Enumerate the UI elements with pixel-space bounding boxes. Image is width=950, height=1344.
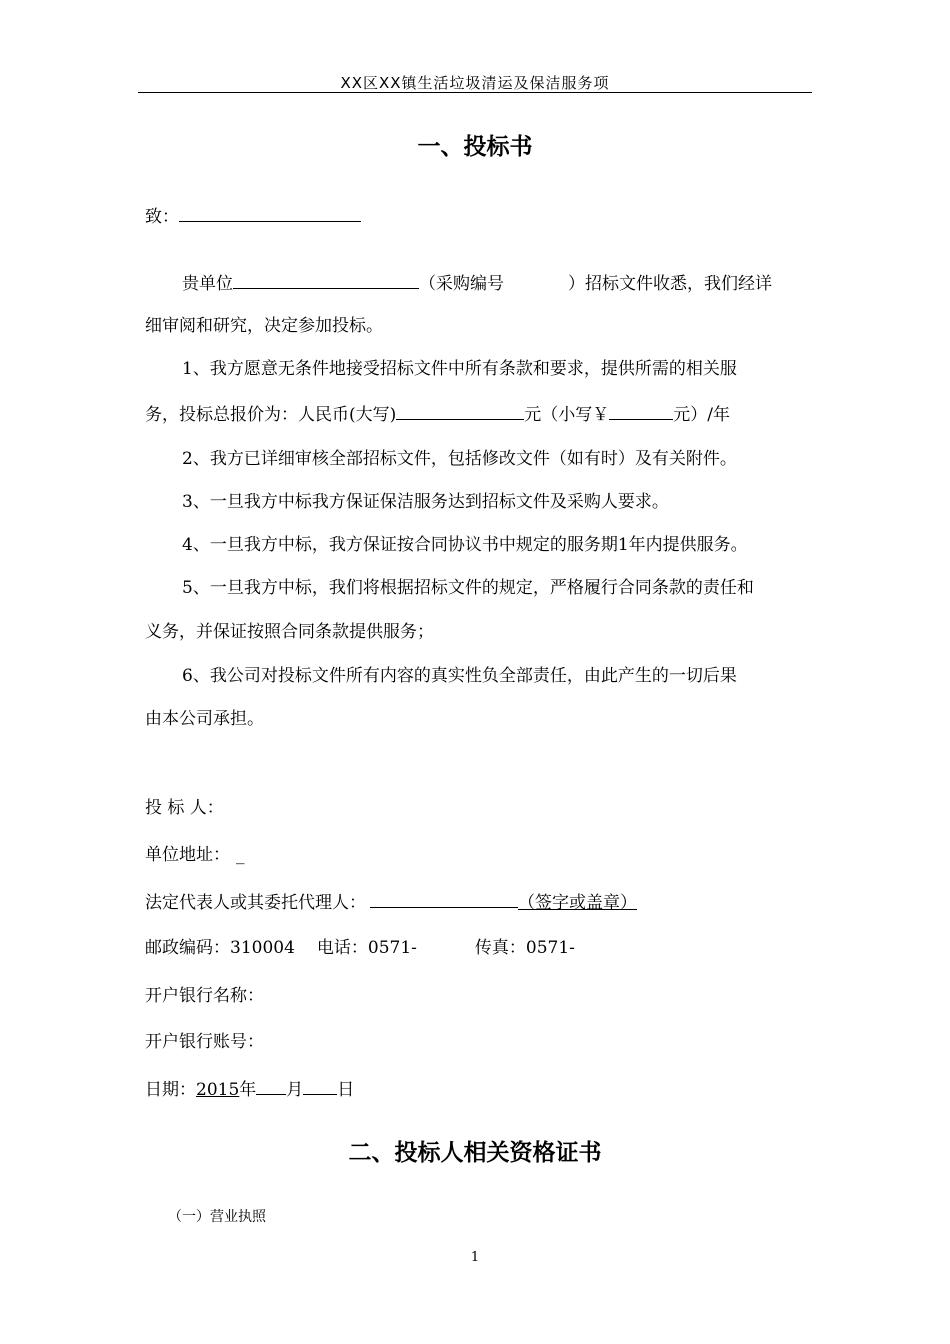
item3-line: 3、一旦我方中标我方保证保洁服务达到招标文件及采购人要求。 — [182, 492, 669, 512]
item1-c: 元（小写￥ — [524, 405, 610, 425]
address-line — [145, 843, 245, 867]
item1-line-2 — [145, 401, 730, 427]
date-year: 2015 — [196, 1080, 240, 1100]
postcode-label: 邮政编码： — [145, 938, 230, 958]
date-day-unit: 日 — [337, 1080, 355, 1100]
section1-title: 一、投标书 — [417, 134, 533, 160]
to-blank — [179, 203, 361, 222]
address-label: 单位地址： — [145, 845, 230, 865]
price-figures-blank — [609, 401, 673, 420]
to-line — [145, 203, 361, 229]
running-header: XX区XX镇生活垃圾清运及保洁服务项 — [340, 74, 610, 92]
signature-note: （签字或盖章） — [518, 893, 637, 913]
item2-line: 2、我方已详细审核全部招标文件，包括修改文件（如有时）及有关附件。 — [182, 449, 737, 469]
bank-account-line: 开户银行账号： — [145, 1032, 264, 1052]
page-number: 1 — [470, 1250, 480, 1265]
intro-c: ）招标文件收悉，我们经详 — [568, 274, 772, 294]
section2-title: 二、投标人相关资格证书 — [348, 1140, 602, 1166]
item6-line-2: 由本公司承担。 — [145, 709, 264, 729]
item4-line: 4、一旦我方中标，我方保证按合同协议书中规定的服务期1年内提供服务。 — [182, 535, 748, 555]
item1-d: 元）/年 — [673, 405, 730, 425]
unit-blank — [233, 270, 419, 289]
item5-line-1: 5、一旦我方中标，我们将根据招标文件的规定，严格履行合同条款的责任和 — [182, 578, 754, 598]
day-blank — [303, 1076, 337, 1095]
intro-b: （采购编号 — [419, 274, 504, 294]
bank-name-line: 开户银行名称： — [145, 986, 264, 1006]
intro-line-2: 细审阅和研究，决定参加投标。 — [145, 316, 383, 336]
month-blank — [256, 1076, 286, 1095]
item1-line-1: 1、我方愿意无条件地接受招标文件中所有条款和要求，提供所需的相关服 — [182, 359, 737, 379]
phone-value: 0571- — [367, 938, 417, 958]
intro-line-1 — [182, 270, 772, 296]
to-label: 致： — [145, 207, 179, 227]
representative-label: 法定代表人或其委托代理人： — [145, 893, 366, 913]
date-label: 日期： — [145, 1080, 196, 1100]
signature-blank — [370, 889, 518, 908]
representative-line — [145, 889, 637, 915]
phone-label: 电话： — [316, 938, 368, 958]
fax-value: 0571- — [525, 938, 575, 958]
contact-line — [145, 936, 575, 960]
date-line — [145, 1076, 354, 1102]
date-year-unit: 年 — [239, 1080, 257, 1100]
intro-a: 贵单位 — [182, 274, 233, 294]
section2-sub1: （一）营业执照 — [168, 1209, 266, 1225]
bidder-line: 投 标 人： — [145, 798, 224, 818]
address-value: _ — [236, 845, 245, 865]
item6-line-1: 6、我公司对投标文件所有内容的真实性负全部责任，由此产生的一切后果 — [182, 666, 737, 686]
date-month-unit: 月 — [286, 1080, 304, 1100]
postcode-value: 310004 — [230, 938, 295, 958]
item1-b: 务，投标总报价为：人民币(大写) — [145, 405, 397, 425]
item5-line-2: 义务，并保证按照合同条款提供服务； — [145, 622, 434, 642]
header-rule — [138, 92, 812, 93]
fax-label: 传真： — [474, 938, 526, 958]
price-words-blank — [396, 401, 524, 420]
